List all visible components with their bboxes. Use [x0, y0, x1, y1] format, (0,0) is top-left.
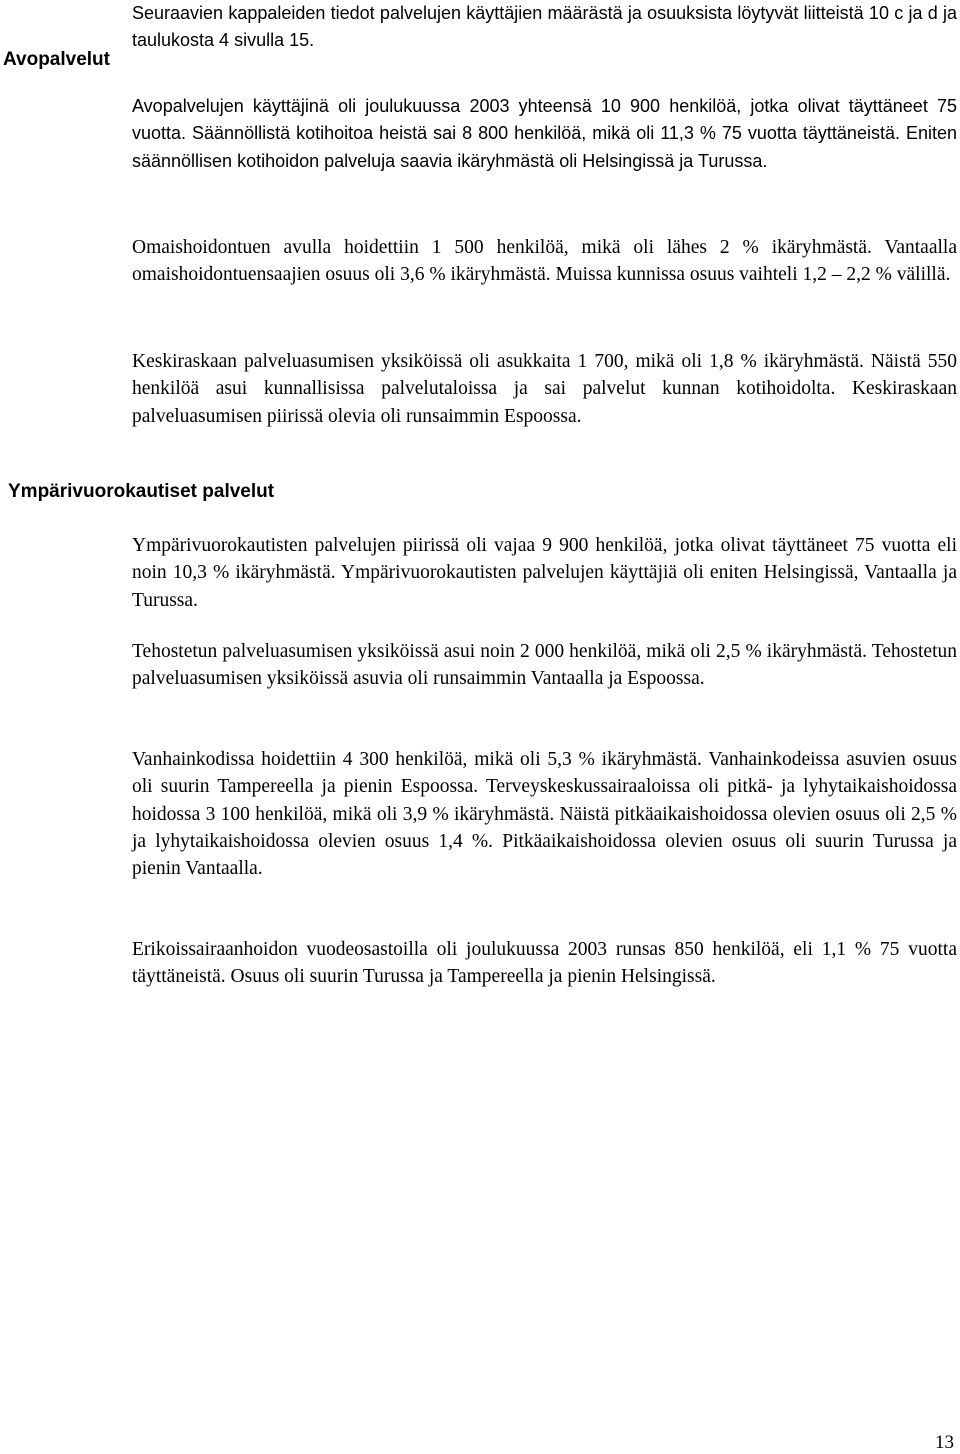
paragraph-ymparivuorokautiset: Ympärivuorokautisten palvelujen piirissä oli vajaa 9 900 henkilöä, jotka olivat täyttäneet 75 vuotta eli noin 10,3 % ikäryhmästä. Ympärivuorokautisten palvelujen käyttäjiä oli eniten Helsingissä, Vantaalla ja Turussa.: [132, 535, 957, 611]
paragraph-erikoissairaanhoito: Erikoissairaanhoidon vuodeosastoilla oli joulukuussa 2003 runsas 850 henkilöä, eli 1,1 % 75 vuotta täyttäneistä. Osuus oli suurin Turussa ja Tampereella ja pienin Helsingissä.: [132, 939, 957, 988]
section-heading-ymparivuorokautiset: Ympärivuorokautiset palvelut: [8, 481, 275, 502]
paragraph-tehostettu-palveluasuminen: Tehostetun palveluasumisen yksiköissä asui noin 2 000 henkilöä, mikä oli 2,5 % ikäryhmästä. Tehostetun palveluasumisen yksiköissä asuvia oli runsaimmin Vantaalla ja Espoossa.: [132, 641, 957, 690]
paragraph-omaishoidontuki: Omaishoidontuen avulla hoidettiin 1 500 henkilöä, mikä oli lähes 2 % ikäryhmästä. Vantaalla omaishoidontuensaajien osuus oli 3,6 % ikäryhmästä. Muissa kunnissa osuus vaihteli 1,2 – 2,2 % välillä.: [132, 237, 957, 286]
page-number: 13: [935, 1432, 954, 1453]
paragraph-intro: Seuraavien kappaleiden tiedot palvelujen käyttäjien määrästä ja osuuksista löytyvät liitteistä 10 c ja d ja taulukosta 4 sivulla 15.: [132, 3, 957, 51]
paragraph-avopalvelut-users: Avopalvelujen käyttäjinä oli joulukuussa 2003 yhteensä 10 900 henkilöä, jotka olivat täyttäneet 75 vuotta. Säännöllistä kotihoitoa heistä sai 8 800 henkilöä, mikä oli 11,3 % 75 vuotta täyttäneistä. Eniten säännöllisen kotihoidon palveluja saavia ikäryhmästä oli Helsingissä ja Turussa.: [132, 96, 957, 171]
paragraph-vanhainkodit: Vanhainkodissa hoidettiin 4 300 henkilöä, mikä oli 5,3 % ikäryhmästä. Vanhainkodeissa asuvien osuus oli suurin Tampereella ja pienin Espoossa. Terveyskeskussairaaloissa oli pitkä- ja lyhytaikaishoidossa hoidossa 3 100 henkilöä, mikä oli 3,9 % ikäryhmästä. Näistä pitkäaikaishoidossa olevien osuus oli 2,5 % ja lyhytaikaishoidossa olevien osuus 1,4 %. Pitkäaikaishoidossa olevien osuus oli suurin Turussa ja pienin Vantaalla.: [132, 749, 957, 880]
section-heading-avopalvelut: Avopalvelut: [3, 49, 110, 70]
paragraph-keskiraskas-palveluasuminen: Keskiraskaan palveluasumisen yksiköissä oli asukkaita 1 700, mikä oli 1,8 % ikäryhmästä. Näistä 550 henkilöä asui kunnallisissa palvelutaloissa ja sai palvelut kunnan kotihoidolta. Keskiraskaan palveluasumisen piirissä olevia oli runsaimmin Espoossa.: [132, 351, 957, 427]
